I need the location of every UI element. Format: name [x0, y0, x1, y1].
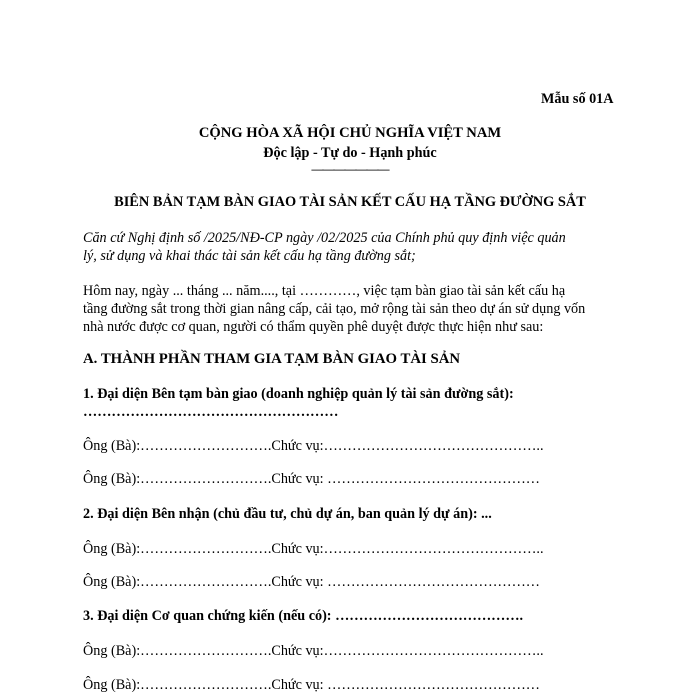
party-2-row-2: Ông (Bà):……………………….Chức vụ: ………………………………………	[83, 574, 540, 590]
form-code: Mẫu số 01A	[541, 91, 614, 107]
intro-line-1: Hôm nay, ngày ... tháng ... năm...., tại …………, việc tạm bàn giao tài sản kết cấu hạ	[83, 283, 566, 299]
party-1-dots: ………………………………………………	[83, 404, 339, 420]
basis-line-1: Căn cứ Nghị định số /2025/NĐ-CP ngày /02/2025 của Chính phủ quy định việc quản	[83, 230, 566, 246]
nation-heading: CỘNG HÒA XÃ HỘI CHỦ NGHĨA VIỆT NAM	[198, 125, 502, 141]
motto-divider: ———————	[311, 162, 389, 176]
party-1-heading: 1. Đại diện Bên tạm bàn giao (doanh nghiệp quản lý tài sản đường sắt):	[83, 386, 514, 402]
motto: Độc lập - Tự do - Hạnh phúc	[263, 145, 437, 161]
party-3-heading: 3. Đại diện Cơ quan chứng kiến (nếu có): ………………………………….	[83, 608, 524, 624]
party-3-row-1: Ông (Bà):……………………….Chức vụ:………………………………………..	[83, 643, 544, 659]
party-2-heading: 2. Đại diện Bên nhận (chủ đầu tư, chủ dự án, ban quản lý dự án): ...	[83, 506, 492, 522]
section-a-heading: A. THÀNH PHẦN THAM GIA TẠM BÀN GIAO TÀI SẢN	[83, 351, 461, 367]
intro-line-3: nhà nước được cơ quan, người có thẩm quyền phê duyệt được thực hiện như sau:	[83, 319, 544, 335]
party-2-row-1: Ông (Bà):……………………….Chức vụ:………………………………………..	[83, 541, 544, 557]
document-title: BIÊN BẢN TẠM BÀN GIAO TÀI SẢN KẾT CẤU HẠ TẦNG ĐƯỜNG SẮT	[114, 194, 586, 210]
party-1-row-2: Ông (Bà):……………………….Chức vụ: ………………………………………	[83, 471, 540, 487]
intro-line-2: tầng đường sắt trong thời gian nâng cấp, cải tạo, mở rộng tài sản theo dự án sử dụng vốn	[83, 301, 586, 317]
party-1-row-1: Ông (Bà):……………………….Chức vụ:………………………………………..	[83, 438, 544, 454]
party-3-row-2: Ông (Bà):……………………….Chức vụ: ………………………………………	[83, 677, 540, 693]
basis-line-2: lý, sử dụng và khai thác tài sản kết cấu hạ tầng đường sắt;	[83, 248, 416, 264]
